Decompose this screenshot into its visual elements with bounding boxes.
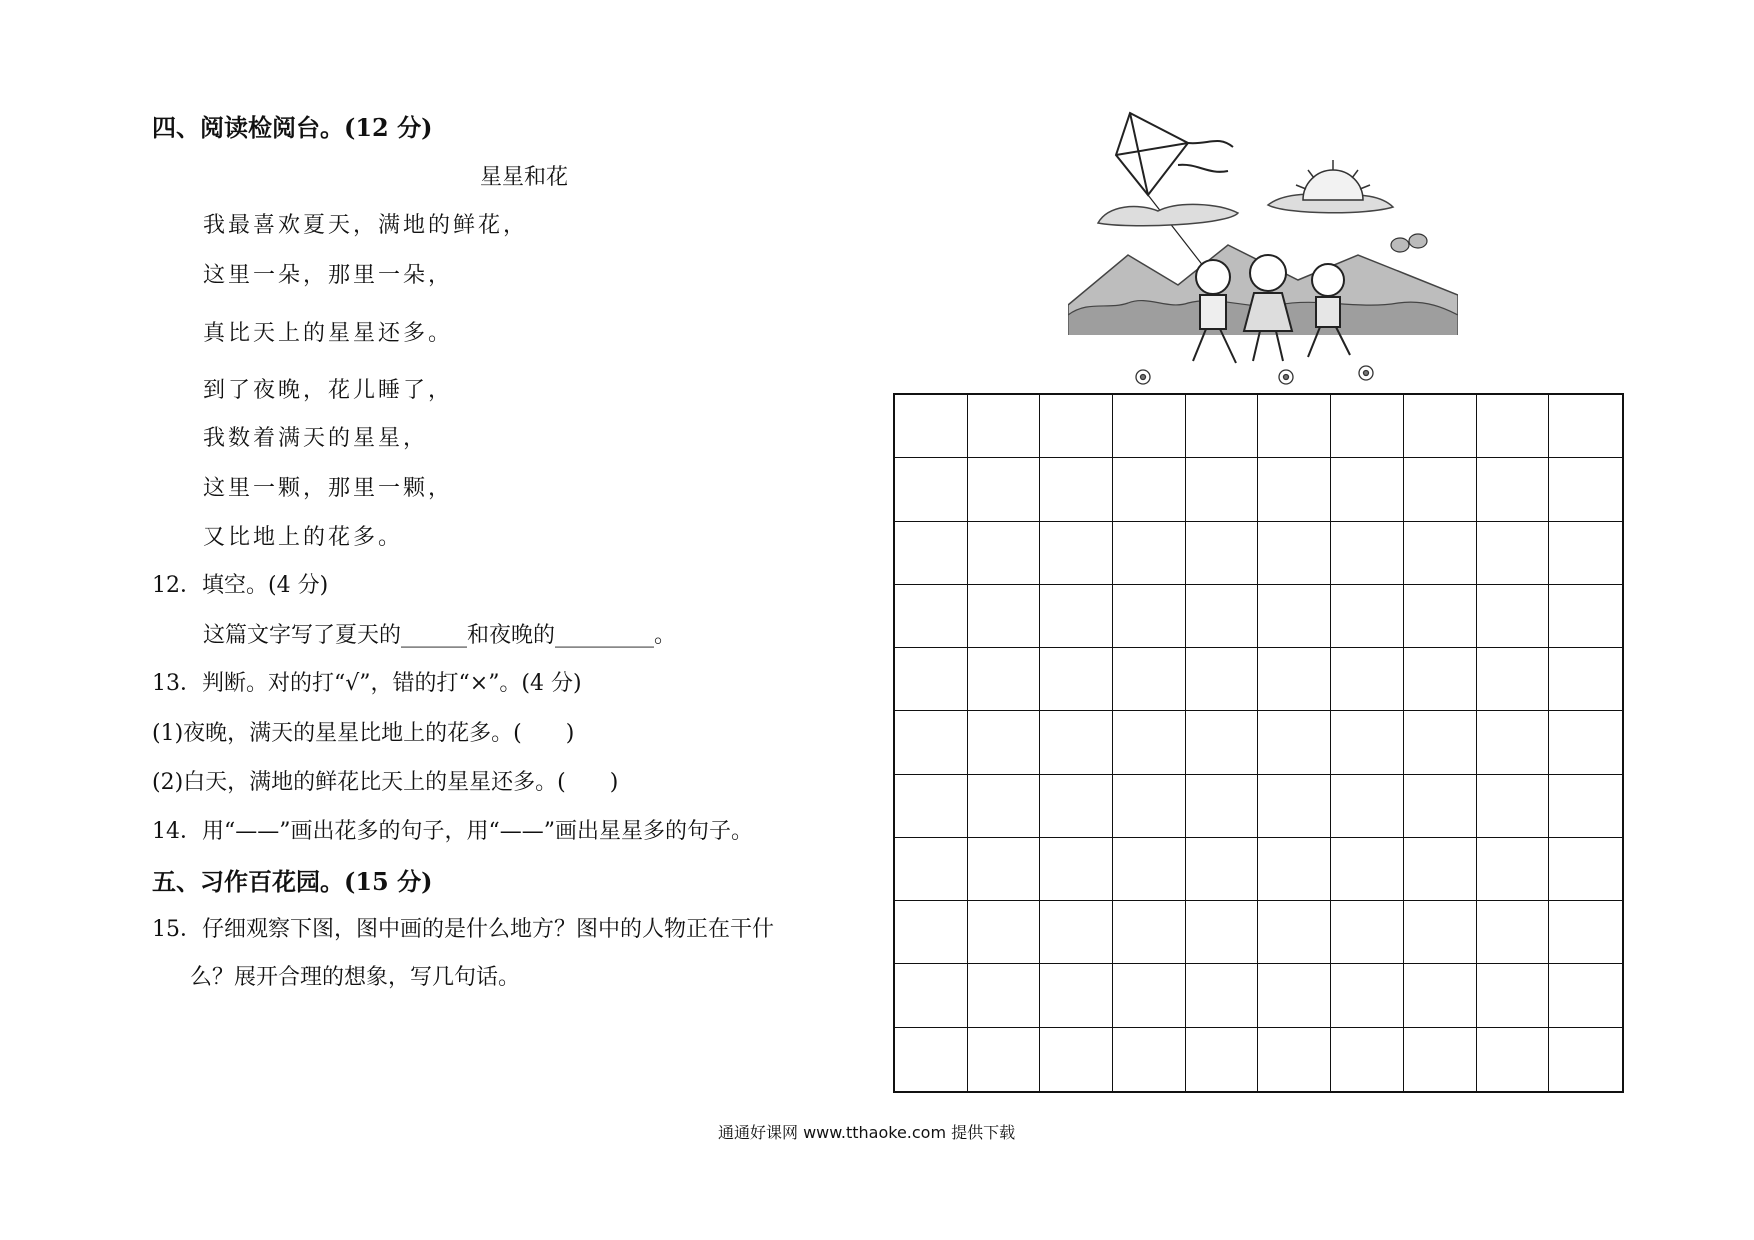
grid-cell[interactable] (1258, 964, 1331, 1027)
grid-cell[interactable] (1258, 395, 1331, 458)
grid-cell[interactable] (968, 522, 1041, 585)
grid-cell[interactable] (895, 964, 968, 1027)
grid-cell[interactable] (1113, 522, 1186, 585)
grid-cell[interactable] (895, 458, 968, 521)
question-15-line-1: 15．仔细观察下图，图中画的是什么地方？图中的人物正在干什 (152, 917, 774, 942)
cloud-icon (1098, 204, 1238, 225)
question-13-item-1: (1)夜晚，满天的星星比地上的花多。( ) (152, 721, 575, 746)
grid-cell[interactable] (1186, 395, 1259, 458)
grid-cell[interactable] (968, 648, 1041, 711)
grid-cell[interactable] (1549, 711, 1622, 774)
grid-cell[interactable] (1331, 711, 1404, 774)
grid-cell[interactable] (895, 648, 968, 711)
grid-cell[interactable] (895, 901, 968, 964)
poem-line-1: 我最喜欢夏天，满地的鲜花， (203, 213, 529, 238)
grid-cell[interactable] (1477, 838, 1550, 901)
grid-cell[interactable] (1331, 901, 1404, 964)
grid-cell[interactable] (1331, 395, 1404, 458)
grid-cell[interactable] (1113, 395, 1186, 458)
grid-cell[interactable] (1549, 964, 1622, 1027)
grid-cell[interactable] (968, 1028, 1041, 1091)
grid-cell[interactable] (1186, 585, 1259, 648)
grid-cell[interactable] (1404, 395, 1477, 458)
grid-cell[interactable] (1404, 1028, 1477, 1091)
grid-cell[interactable] (1549, 585, 1622, 648)
grid-cell[interactable] (1040, 1028, 1113, 1091)
grid-cell[interactable] (895, 1028, 968, 1091)
grid-cell[interactable] (1549, 901, 1622, 964)
grid-cell[interactable] (1258, 522, 1331, 585)
grid-cell[interactable] (895, 838, 968, 901)
grid-cell[interactable] (968, 901, 1041, 964)
grid-cell[interactable] (968, 711, 1041, 774)
grid-cell[interactable] (1040, 395, 1113, 458)
grid-cell[interactable] (1477, 585, 1550, 648)
grid-cell[interactable] (968, 395, 1041, 458)
grid-cell[interactable] (1113, 964, 1186, 1027)
grid-cell[interactable] (1549, 775, 1622, 838)
section-four-heading: 四、阅读检阅台。(12 分) (152, 113, 433, 142)
grid-cell[interactable] (895, 775, 968, 838)
grid-cell[interactable] (1186, 838, 1259, 901)
grid-cell[interactable] (1404, 838, 1477, 901)
grid-cell[interactable] (1258, 711, 1331, 774)
question-12-text: 这篇文字写了夏天的______和夜晚的_________。 (203, 623, 677, 648)
grid-cell[interactable] (1113, 775, 1186, 838)
grid-cell[interactable] (895, 395, 968, 458)
grid-cell[interactable] (1186, 1028, 1259, 1091)
grid-cell[interactable] (1404, 648, 1477, 711)
grid-cell[interactable] (1549, 838, 1622, 901)
grid-cell[interactable] (1040, 901, 1113, 964)
grid-cell[interactable] (968, 585, 1041, 648)
grid-cell[interactable] (1331, 648, 1404, 711)
grid-cell[interactable] (1040, 775, 1113, 838)
butterfly-icon (1391, 234, 1427, 252)
grid-cell[interactable] (1404, 964, 1477, 1027)
grid-cell[interactable] (1186, 901, 1259, 964)
grid-cell[interactable] (1113, 458, 1186, 521)
grid-cell[interactable] (1040, 964, 1113, 1027)
grid-cell[interactable] (895, 585, 968, 648)
grid-cell[interactable] (1331, 1028, 1404, 1091)
grid-cell[interactable] (1549, 395, 1622, 458)
grid-cell[interactable] (1113, 711, 1186, 774)
grid-cell[interactable] (1113, 1028, 1186, 1091)
grid-cell[interactable] (1477, 775, 1550, 838)
grid-cell[interactable] (1040, 522, 1113, 585)
grid-cell[interactable] (1186, 522, 1259, 585)
grid-cell[interactable] (1549, 648, 1622, 711)
grid-cell[interactable] (1404, 901, 1477, 964)
grid-cell[interactable] (895, 711, 968, 774)
grid-cell[interactable] (1040, 585, 1113, 648)
grid-cell[interactable] (1186, 964, 1259, 1027)
poem-line-4: 到了夜晚，花儿睡了， (203, 378, 454, 403)
grid-cell[interactable] (1113, 648, 1186, 711)
grid-cell[interactable] (1549, 522, 1622, 585)
grid-cell[interactable] (1549, 1028, 1622, 1091)
grid-cell[interactable] (1258, 648, 1331, 711)
footer-credit: 通通好课网 www.tthaoke.com 提供下载 (718, 1123, 1016, 1142)
sun-icon (1296, 160, 1370, 200)
grid-cell[interactable] (1040, 711, 1113, 774)
poem-line-7: 又比地上的花多。 (203, 525, 404, 550)
question-13-item-2: (2)白天，满地的鲜花比天上的星星还多。( ) (152, 770, 619, 795)
grid-cell[interactable] (1258, 585, 1331, 648)
grid-cell[interactable] (1477, 964, 1550, 1027)
grid-cell[interactable] (1258, 838, 1331, 901)
poem-line-6: 这里一颗，那里一颗， (203, 476, 454, 501)
grid-cell[interactable] (1186, 711, 1259, 774)
grid-cell[interactable] (1331, 458, 1404, 521)
grid-cell[interactable] (1404, 585, 1477, 648)
grid-cell[interactable] (968, 838, 1041, 901)
grid-cell[interactable] (1477, 901, 1550, 964)
grid-cell[interactable] (1549, 458, 1622, 521)
poem-line-2: 这里一朵，那里一朵， (203, 263, 454, 288)
grid-cell[interactable] (1040, 648, 1113, 711)
grid-cell[interactable] (1331, 964, 1404, 1027)
grid-cell[interactable] (1404, 775, 1477, 838)
grid-cell[interactable] (1477, 458, 1550, 521)
grid-cell[interactable] (1186, 648, 1259, 711)
grid-cell[interactable] (968, 775, 1041, 838)
grid-cell[interactable] (1404, 711, 1477, 774)
grid-cell[interactable] (1113, 901, 1186, 964)
section-five-heading: 五、习作百花园。(15 分) (152, 867, 433, 896)
grid-cell[interactable] (968, 964, 1041, 1027)
poem-line-5: 我数着满天的星星， (203, 426, 429, 451)
grid-cell[interactable] (968, 458, 1041, 521)
grid-cell[interactable] (1040, 458, 1113, 521)
grid-cell[interactable] (1404, 522, 1477, 585)
writing-grid[interactable] (893, 393, 1624, 1093)
grid-cell[interactable] (1258, 901, 1331, 964)
grid-cell[interactable] (1404, 458, 1477, 521)
grid-cell[interactable] (1040, 838, 1113, 901)
grid-cell[interactable] (1258, 775, 1331, 838)
grid-cell[interactable] (1477, 648, 1550, 711)
poem-line-3: 真比天上的星星还多。 (203, 321, 454, 346)
grid-cell[interactable] (1113, 585, 1186, 648)
grid-cell[interactable] (1186, 458, 1259, 521)
grid-cell[interactable] (1477, 711, 1550, 774)
question-12-label: 12．填空。(4 分) (152, 573, 329, 598)
grid-cell[interactable] (1477, 395, 1550, 458)
question-13-label: 13．判断。对的打“√”，错的打“×”。(4 分) (152, 671, 582, 696)
kids-flying-kite-illustration (1068, 105, 1458, 395)
grid-cell[interactable] (1186, 775, 1259, 838)
grid-cell[interactable] (1331, 775, 1404, 838)
grass-field (1068, 335, 1458, 395)
grid-cell[interactable] (1258, 458, 1331, 521)
grid-cell[interactable] (1477, 522, 1550, 585)
passage-title: 星星和花 (480, 165, 569, 190)
grid-cell[interactable] (895, 522, 968, 585)
grid-cell[interactable] (1331, 585, 1404, 648)
grid-cell[interactable] (1258, 1028, 1331, 1091)
grid-cell[interactable] (1331, 838, 1404, 901)
grid-cell[interactable] (1331, 522, 1404, 585)
grid-cell[interactable] (1113, 838, 1186, 901)
grid-cell[interactable] (1477, 1028, 1550, 1091)
question-15-line-2: 么？展开合理的想象，写几句话。 (190, 965, 521, 990)
question-14-label: 14．用“——”画出花多的句子，用“——”画出星星多的句子。 (152, 819, 753, 844)
